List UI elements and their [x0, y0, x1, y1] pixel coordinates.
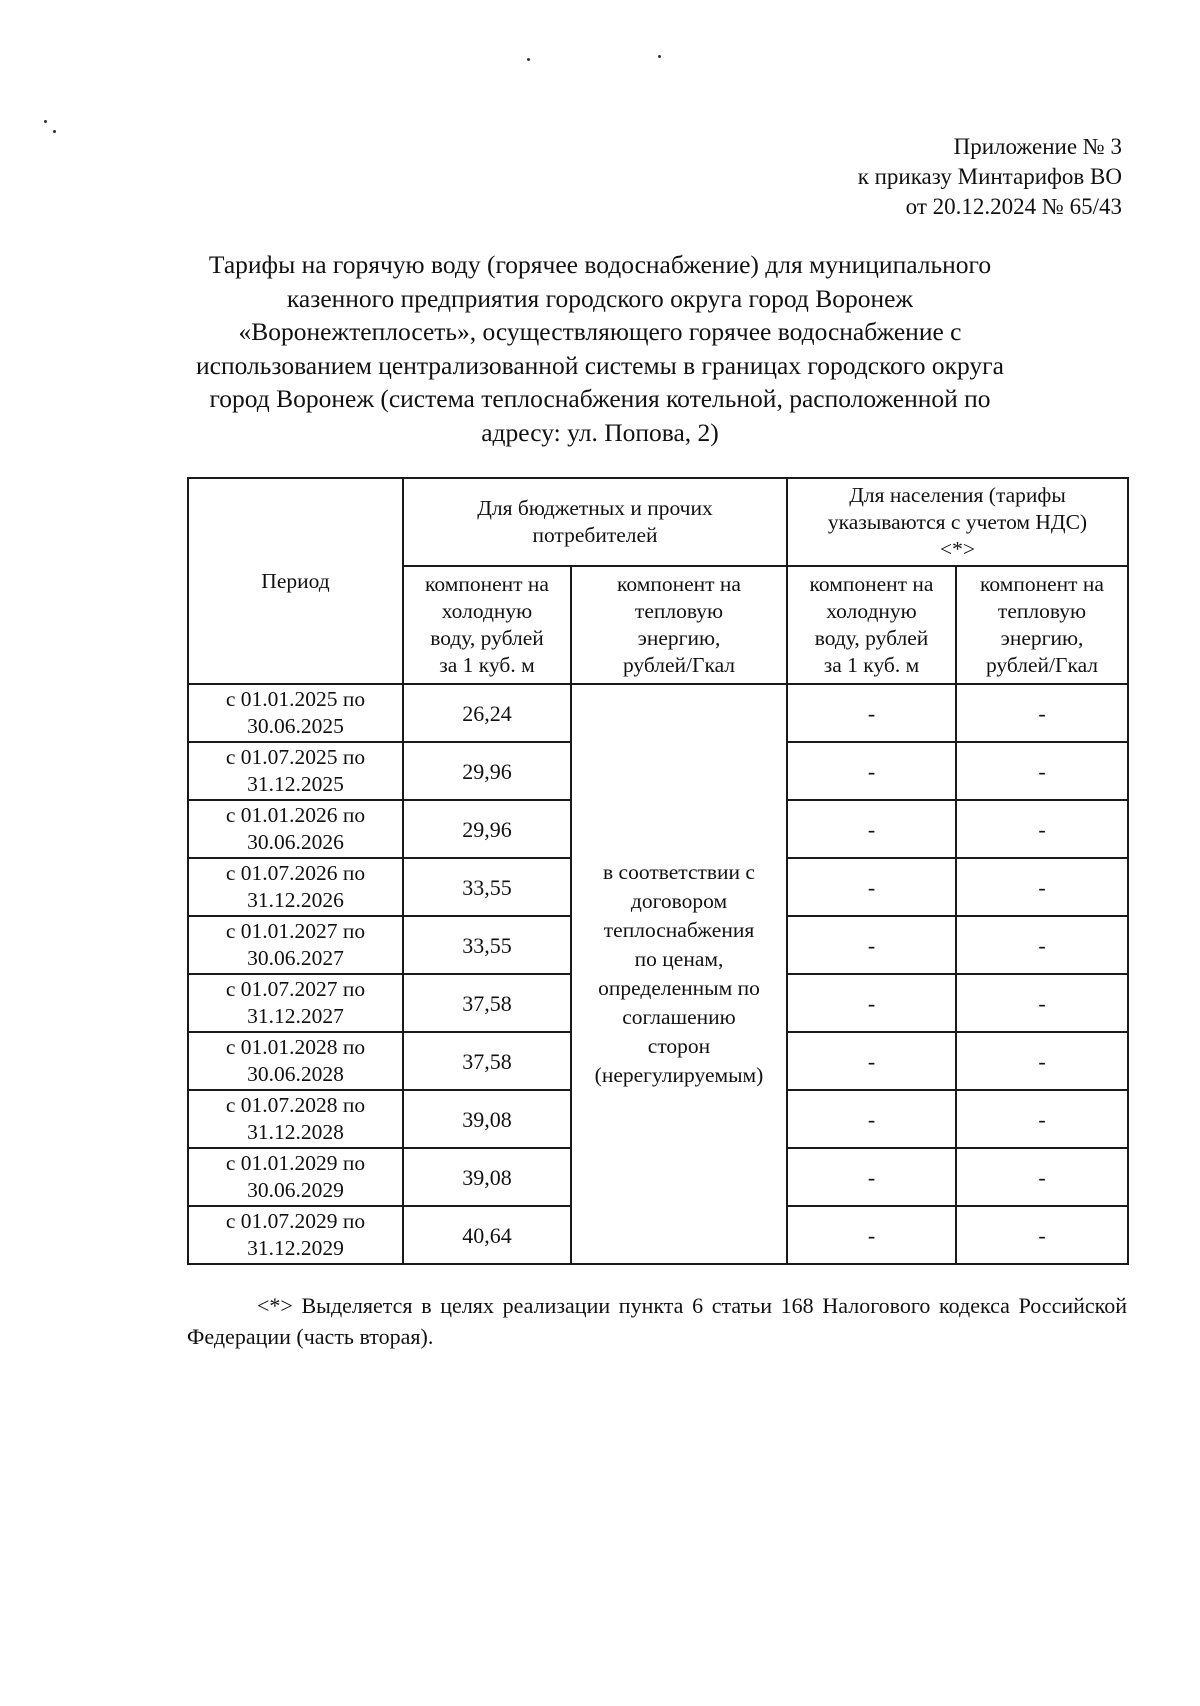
title-line: использованием централизованной системы в границах городского округа [196, 350, 1004, 380]
header-line: воду, рублей [430, 626, 544, 650]
population-header [787, 478, 1128, 566]
header-line: воду, рублей [814, 626, 929, 650]
population-heat-energy-tariff: - [956, 800, 1128, 858]
period-end: 31.12.2026 [247, 888, 344, 912]
title-line: «Воронежтеплосеть», осуществляющего горячее водоснабжение с [238, 317, 962, 347]
header-line: энергию, [1000, 626, 1084, 650]
header-line: компонент на [980, 572, 1104, 596]
header-line: компонент на [809, 572, 934, 596]
period-start: с 01.07.2027 по [225, 977, 366, 1001]
document-title [180, 248, 1020, 450]
cold-water-tariff: 29,96 [403, 800, 571, 858]
cold-water-tariff: 26,24 [403, 684, 571, 742]
cold-water-tariff: 39,08 [403, 1090, 571, 1148]
scan-speck [53, 130, 56, 133]
period-end: 30.06.2027 [247, 946, 344, 970]
note-line: сторон [647, 1034, 711, 1058]
period-start: с 01.07.2026 по [225, 861, 366, 885]
appendix-reference [858, 132, 1122, 222]
population-cold-water-tariff: - [787, 858, 956, 916]
header-line: за 1 куб. м [439, 653, 535, 677]
header-line: компонент на [425, 572, 549, 596]
population-cold-water-tariff: - [787, 1032, 956, 1090]
period-start: с 01.07.2028 по [225, 1093, 366, 1117]
period-cell [188, 916, 403, 974]
cold-water-tariff: 37,58 [403, 974, 571, 1032]
period-cell [188, 974, 403, 1032]
period-end: 31.12.2025 [247, 772, 344, 796]
header-line: за 1 куб. м [823, 653, 920, 677]
period-start: с 01.01.2027 по [225, 919, 366, 943]
header-line: указываются с учетом НДС) [827, 509, 1088, 534]
population-cold-water-tariff: - [787, 1148, 956, 1206]
population-cold-water-tariff: - [787, 684, 956, 742]
note-line: соглашению [622, 1005, 736, 1029]
table-header-row [188, 478, 1128, 566]
header-line: тепловую [997, 599, 1087, 623]
budget-cold-water-header [403, 566, 571, 684]
title-line: казенного предприятия городского округа город Воронеж [286, 283, 914, 313]
title-line: город Воронеж (система теплоснабжения котельной, расположенной по [209, 384, 991, 414]
table-row [188, 684, 1128, 742]
population-cold-water-tariff: - [787, 916, 956, 974]
title-line: адресу: ул. Попова, 2) [481, 417, 719, 447]
population-cold-water-tariff: - [787, 1090, 956, 1148]
period-end: 30.06.2025 [247, 714, 344, 738]
period-end: 30.06.2026 [247, 830, 344, 854]
population-heat-energy-tariff: - [956, 1090, 1128, 1148]
period-cell [188, 1032, 403, 1090]
period-end: 30.06.2028 [247, 1062, 344, 1086]
period-start: с 01.07.2029 по [225, 1209, 366, 1233]
header-line: компонент на [617, 572, 741, 596]
tariffs-table [187, 477, 1129, 1265]
population-cold-water-tariff: - [787, 742, 956, 800]
note-line: определенным по [598, 976, 760, 1000]
header-line: холодную [826, 599, 917, 623]
period-cell [188, 684, 403, 742]
heat-energy-note [571, 684, 787, 1264]
header-line: Для бюджетных и прочих [477, 496, 713, 520]
header-line: <*> [939, 536, 975, 561]
population-heat-energy-tariff: - [956, 1206, 1128, 1264]
appendix-date: от 20.12.2024 № 65/43 [905, 194, 1122, 219]
period-cell [188, 800, 403, 858]
population-heat-energy-tariff: - [956, 916, 1128, 974]
period-start: с 01.07.2025 по [225, 745, 366, 769]
population-cold-water-header [787, 566, 956, 684]
header-line: рублей/Гкал [622, 653, 736, 677]
period-end: 31.12.2027 [247, 1004, 344, 1028]
period-cell [188, 858, 403, 916]
vat-footnote: <*> Выделяется в целях реализации пункта 6 статьи 168 Налогового кодекса Российской Федерации (часть вторая). [187, 1293, 1127, 1349]
population-heat-energy-tariff: - [956, 684, 1128, 742]
period-cell [188, 1148, 403, 1206]
scan-speck [527, 58, 530, 61]
note-line: теплоснабжения [603, 918, 755, 942]
appendix-number: Приложение № 3 [953, 134, 1122, 159]
header-line: энергию, [637, 626, 721, 650]
population-cold-water-tariff: - [787, 800, 956, 858]
period-end: 30.06.2029 [247, 1178, 344, 1202]
population-heat-energy-tariff: - [956, 1148, 1128, 1206]
scan-speck [658, 55, 661, 58]
scan-speck [44, 120, 47, 123]
period-header: Период [188, 478, 403, 684]
period-cell [188, 1206, 403, 1264]
note-line: в соответствии с [603, 860, 755, 884]
header-line: потребителей [532, 523, 658, 547]
population-heat-energy-tariff: - [956, 858, 1128, 916]
cold-water-tariff: 33,55 [403, 916, 571, 974]
title-line: Тарифы на горячую воду (горячее водоснабжение) для муниципального [208, 250, 992, 279]
header-line: рублей/Гкал [985, 653, 1099, 677]
cold-water-tariff: 37,58 [403, 1032, 571, 1090]
period-cell [188, 1090, 403, 1148]
period-end: 31.12.2028 [247, 1120, 344, 1144]
population-cold-water-tariff: - [787, 1206, 956, 1264]
period-start: с 01.01.2025 по [225, 687, 366, 711]
period-start: с 01.01.2028 по [225, 1035, 366, 1059]
period-start: с 01.01.2026 по [225, 803, 366, 827]
period-start: с 01.01.2029 по [225, 1151, 366, 1175]
note-line: договором [630, 889, 728, 913]
budget-heat-energy-header [571, 566, 787, 684]
population-heat-energy-tariff: - [956, 742, 1128, 800]
note-line: (нерегулируемым) [594, 1063, 764, 1087]
population-heat-energy-tariff: - [956, 1032, 1128, 1090]
header-line: тепловую [634, 599, 724, 623]
header-line: холодную [441, 599, 533, 623]
cold-water-tariff: 39,08 [403, 1148, 571, 1206]
cold-water-tariff: 40,64 [403, 1206, 571, 1264]
population-heat-energy-header [956, 566, 1128, 684]
cold-water-tariff: 29,96 [403, 742, 571, 800]
cold-water-tariff: 33,55 [403, 858, 571, 916]
period-end: 31.12.2029 [247, 1236, 344, 1260]
population-cold-water-tariff: - [787, 974, 956, 1032]
period-cell [188, 742, 403, 800]
appendix-order: к приказу Минтарифов ВО [857, 164, 1122, 189]
header-line: Для населения (тарифы [849, 482, 1066, 507]
population-heat-energy-tariff: - [956, 974, 1128, 1032]
budget-consumers-header [403, 478, 787, 566]
note-line: по ценам, [634, 947, 724, 971]
